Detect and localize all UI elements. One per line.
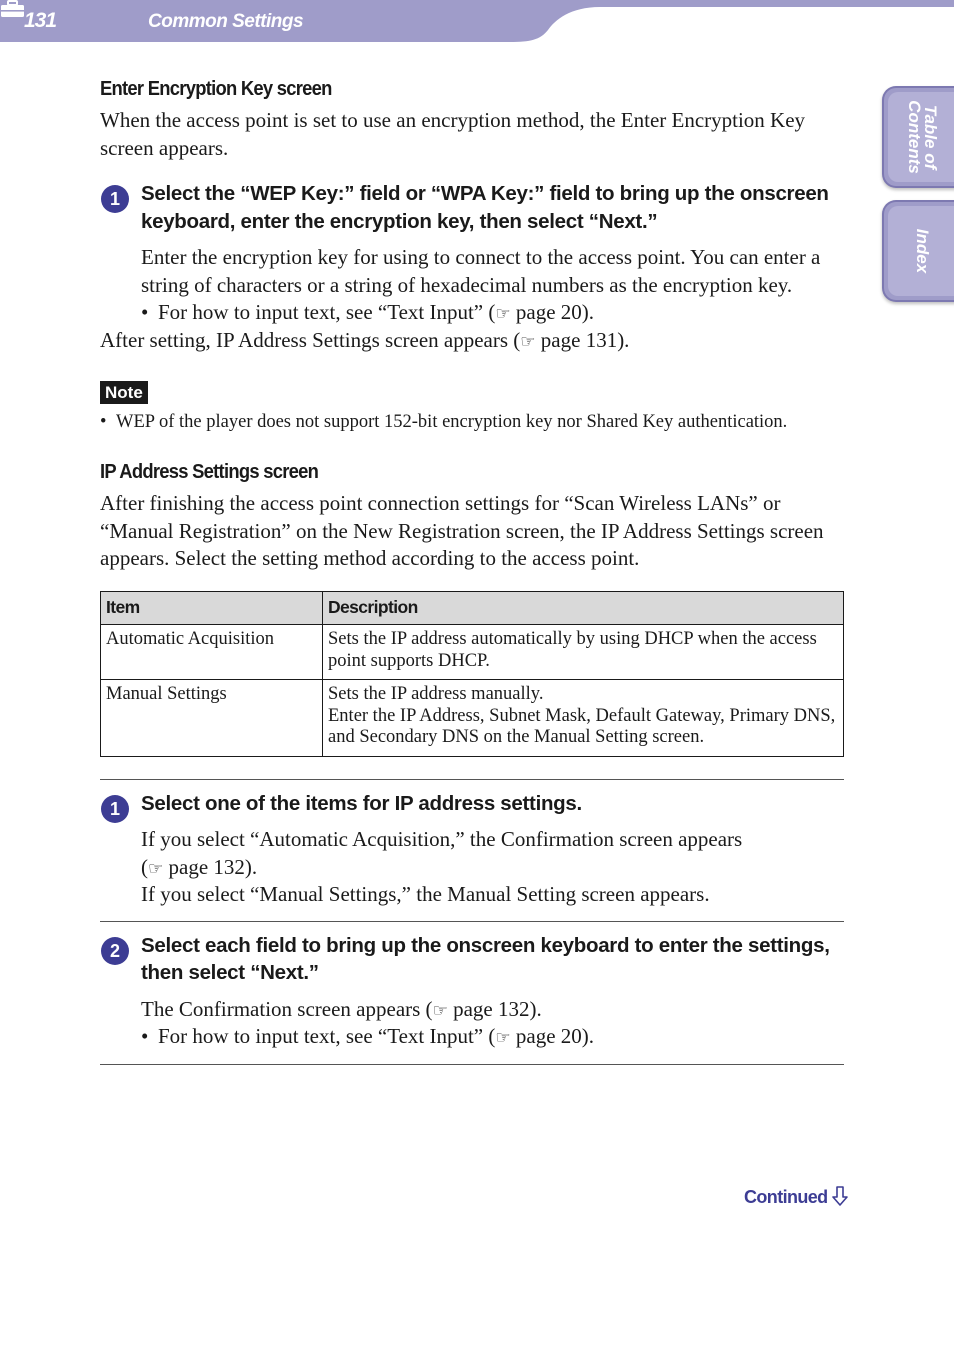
column-header: Item [101, 591, 323, 625]
step-body: The Confirmation screen appears (☞ page 132). • For how to input text, see “Text Input” (☞ page 20). [141, 996, 844, 1051]
section-title: Common Settings [148, 11, 304, 32]
after-setting-text: After setting, IP Address Settings screen appears (☞ page 131). [100, 327, 630, 352]
table-cell-item: Automatic Acquisition [101, 625, 323, 680]
toolbox-icon [0, 0, 25, 18]
page-ref-icon: ☞ [148, 858, 164, 879]
page-link[interactable]: page 132). [453, 996, 542, 1021]
bullet-icon: • [100, 412, 107, 432]
note-text: • WEP of the player does not support 152-bit encryption key nor Shared Key authentication. [100, 412, 788, 432]
page-link[interactable]: page 131). [540, 327, 630, 352]
arrow-down-icon [832, 1186, 848, 1206]
step-title: Select one of the items for IP address settings. [141, 791, 582, 815]
note-badge: Note [100, 381, 148, 404]
page-ref-icon: ☞ [520, 331, 536, 352]
encryption-step-1 [100, 180, 844, 327]
table-row [101, 625, 844, 680]
tab-table-of-contents[interactable] [882, 86, 954, 188]
note-block [100, 381, 844, 434]
step-number-badge: 1 [101, 795, 129, 823]
text-input-reference: • For how to input text, see “Text Input” (☞ page 20). [141, 1023, 844, 1051]
table-cell-item: Manual Settings [101, 680, 323, 757]
page-link[interactable]: page 132). [168, 854, 258, 879]
table-cell-description: Sets the IP address manually. Enter the IP Address, Subnet Mask, Default Gateway, Primary DNS, and Secondary DNS on the Manual Setting screen. [323, 680, 844, 757]
page-header [0, 0, 954, 42]
tab-index[interactable] [882, 200, 954, 302]
step-description: Enter the encryption key for using to connect to the access point. You can enter a string of characters or a string of hexadecimal numbers as the encryption key. [141, 245, 821, 297]
main-content [100, 78, 844, 1065]
ip-heading: IP Address Settings screen [100, 461, 319, 483]
step-body [141, 244, 844, 327]
page-number: 131 [24, 9, 57, 32]
table-cell-description: Sets the IP address automatically by using DHCP when the access point supports DHCP. [323, 625, 844, 680]
page-link[interactable]: page 20). [515, 300, 595, 324]
step-body: If you select “Automatic Acquisition,” the Confirmation screen appears (☞ page 132). If you select “Manual Settings,” the Manual Setting screen appears. [141, 827, 743, 906]
text-input-reference: • For how to input text, see “Text Input” (☞ page 20). [141, 299, 844, 327]
page-ref-icon: ☞ [495, 304, 511, 324]
page-ref-icon: ☞ [495, 1028, 511, 1048]
bullet-icon: • [141, 300, 149, 324]
table-row [101, 680, 844, 757]
tab-index-label: Index [913, 228, 932, 274]
step-title: Select each field to bring up the onscreen keyboard to enter the settings, then select “Next.” [141, 933, 830, 984]
page-link[interactable]: page 20). [515, 1024, 595, 1048]
step-number-badge: 1 [101, 185, 129, 213]
step-title: Select the “WEP Key:” field or “WPA Key:” field to bring up the onscreen keyboard, enter the encryption key, then select “Next.” [141, 182, 829, 233]
step-number-badge: 2 [101, 937, 129, 965]
page-ref-icon: ☞ [432, 1000, 448, 1021]
divider [100, 779, 844, 780]
column-header: Description [323, 591, 844, 625]
tab-table-of-contents-label: Table of Contents [905, 100, 940, 174]
divider [100, 1064, 844, 1065]
bullet-icon: • [141, 1024, 149, 1048]
header-band [0, 0, 954, 42]
continued-link[interactable]: Continued [744, 1186, 848, 1208]
ip-step-1 [100, 790, 844, 909]
ip-settings-table [100, 591, 844, 757]
divider [100, 921, 844, 922]
ip-intro: After finishing the access point connection settings for “Scan Wireless LANs” or “Manual Registration” on the New Registration screen, the IP Address Settings screen appears. Select the setting method according to the access point. [100, 491, 824, 570]
encryption-intro: When the access point is set to use an encryption method, the Enter Encryption Key screen appears. [100, 108, 806, 160]
table-header-row [101, 591, 844, 625]
ip-step-2 [100, 932, 844, 1051]
encryption-heading: Enter Encryption Key screen [100, 78, 332, 100]
